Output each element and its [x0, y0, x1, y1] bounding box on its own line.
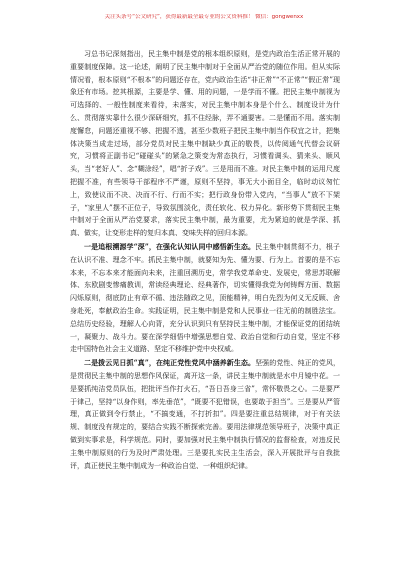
header-banner: 关注头条号“公文研究”，获得最新最全最专业的公文资料推！ 微信：gongwenxx — [104, 14, 304, 20]
paragraph-section-2 — [70, 357, 340, 472]
section-heading: 二是拨云见日抓“真”，在纯正党性党风中涵养新生态。 — [84, 358, 256, 368]
paragraph-text: 民主集中制贯彻不力，根子在认识不准、理念不牢。抓民主集中制，就要知为先、懂为要、行为上。首要的是不忘本来，不忘本来才能面向未来，注重回溯历史，常学我党革命史、发展史，常思苏联解体、东欧剧变惨痛教训，常读经典理论、经典著作，切实懂得我党为何铸辉方面、数据闪烁原则，彻底防止有章不循、违法随政之见，顶能精神，明白先烈为何义无反顾、舍身赴死，奉献政治生命。实践证明，民主集中制是党和人民事业一往无前的制胜法宝。总结历史经验，理解人心向背，充分认识到只有坚持民主集中制，才能保证党的团结统一，凝聚力、战斗力。要在深学细悟中增强思想自觉、政治自觉和行动自觉，坚定不移走中国特色社会主义道路、坚定不移维护党中央权威。 — [70, 242, 340, 354]
paragraph-section-1 — [70, 241, 340, 356]
paragraph-intro — [70, 48, 340, 240]
paragraph-text: 坚强的党性、纯正的党风，是贯彻民主集中制的思想作风保证，离开这一条，讲民主集中制就是水中月镜中花。一是要抓纯洁党员队伍，把批评当作打火石，“吾日吾身三省”，常怀敬畏之心。二是要严于律己，坚持“以身作则，率先垂范”，“既要不犯错误，也要敢于担当”。三是要从严管理，真正做到令行禁止，“不搞变通，不打折扣”。四是要注重总结规律，对于有关法规、制度没有规定的，要结合实践不断探索完善。要用法律规范领导班子，决策中真正做到实事求是，科学规范。同时，要加强对民主集中制执行情况的监督检查，对违反民主集中制原则的行为及时严肃处理。三是要扎实民主生活会，深入开展批评与自我批评，真正使民主集中制成为一种政治自觉、一种组织纪律。 — [70, 359, 340, 470]
paragraph-text: 习总书记深刻指出，民主集中制是党的根本组织原则，是党内政治生活正常开展的重要制度保障。这一论述，阐明了民主集中制对于全面从严治党的随位作用。但从实际情况看，根本原则“不根本”的问题还存在，党内政治生活“非正常”“不正常”“假正常”现象还有市场。挖其根源，主要是学、懂、用的问题，一是学而不懂。把民主集中制视为可选择的、一般性制度来看待，未落实，对民主集中制本身是个什么、制度设计为什么、贯彻落实靠什么很少深研细究，抓不住经脉，弄不通要害。二是懂而不用。落实制度懈怠，问题还重视不够、把握不透，甚至少数班子把民主集中制当作权宜之计，把集体决策当成走过场，部分党员对民主集中制缺少真正的敬畏，以传阅通气代替会议研究，习惯将正副书记“碰碰头”的紧急之策变为常态执行，习惯看调头、猜来头、顺风头，当“老好人”、念“糊涂经”，唱“折子戏”。三是用而不准。对民主集中制的运用尺度把握不准，有些领导干部程序不严谨，原则不坚持，事无大小面目全，临时动议匆忙上，致使议而不决、决而不行、行而不实；把行政身份带入党内，“当事人”放不下架子，“家里人”摆不正位子，导致氛围淡化，责任软化、权力异化。新形势下贯彻民主集中制对于全面从严治党要求，落实民主集中制，最为重要，尤为紧迫的就是学深、抓真、做实，让变形走样的复归本真、变味失样的回归本源。 — [70, 50, 340, 238]
section-heading: 一是追根溯源学“深”，在强化认知认同中感悟新生态。 — [84, 241, 256, 251]
document-body — [70, 48, 340, 472]
